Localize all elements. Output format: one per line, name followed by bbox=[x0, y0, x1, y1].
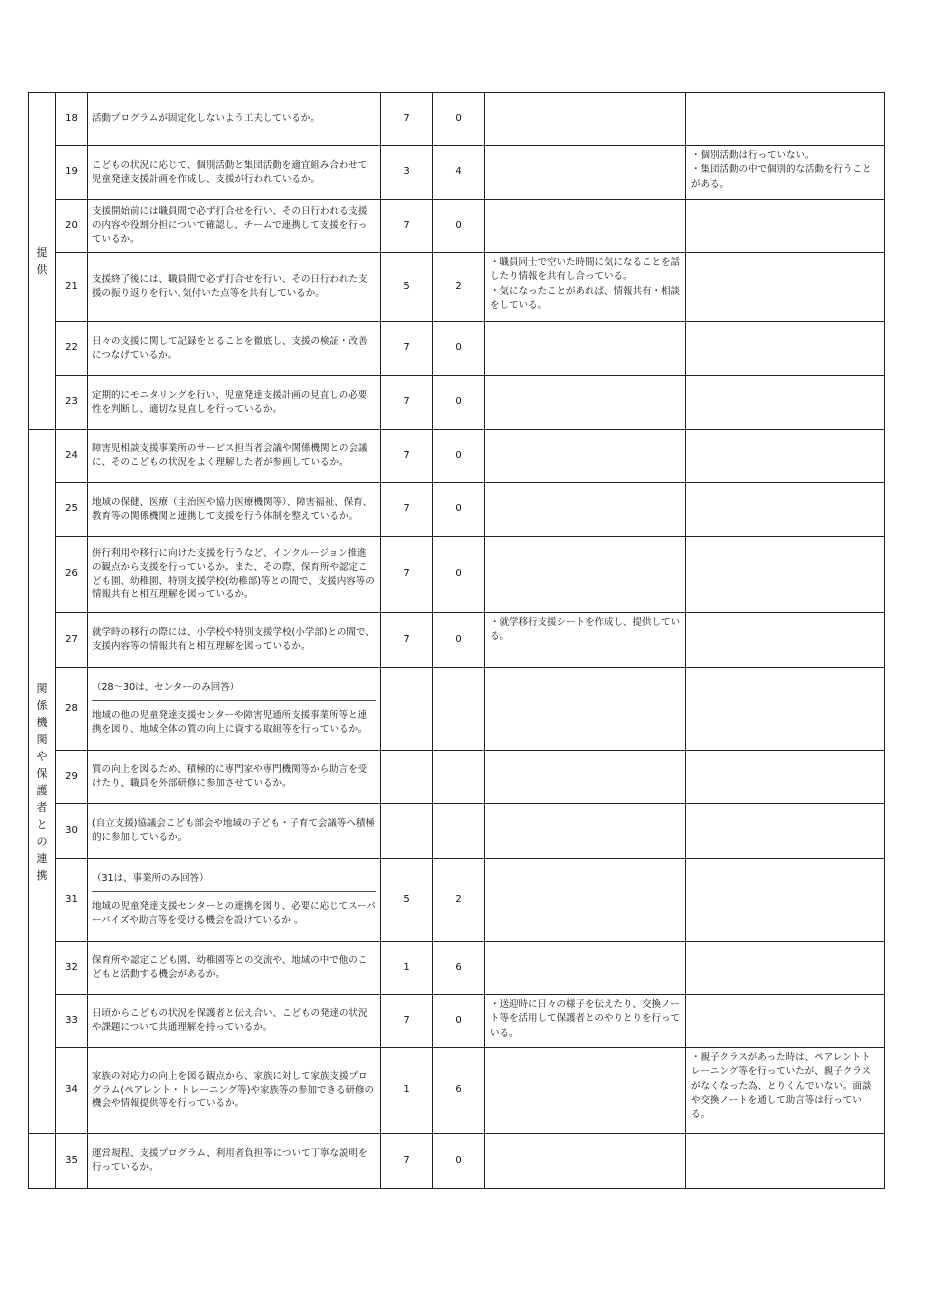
question-cell bbox=[88, 942, 381, 995]
improvement-cell bbox=[686, 93, 885, 146]
item-number: 24 bbox=[56, 430, 88, 483]
improvement-cell bbox=[686, 483, 885, 537]
question-text: 日頃からこどもの状況を保護者と伝え合い、こどもの発達の状況や課題について共通理解を持っているか。 bbox=[92, 1008, 368, 1033]
improvement-cell bbox=[686, 668, 885, 751]
comment-cell bbox=[485, 322, 686, 376]
comment-cell bbox=[485, 668, 686, 751]
question-text: 支援終了後には、職員間で必ず打合せを行い、その日行われた支援の振り返りを行い､気付いた点等を共有しているか。 bbox=[92, 274, 368, 299]
table-row bbox=[29, 751, 885, 804]
table-row bbox=[29, 200, 885, 253]
question-text: 地域の児童発達支援センターとの連携を図り、必要に応じてスーパーバイズや助言等を受ける機会を設けているか 。 bbox=[92, 901, 376, 926]
question-cell bbox=[88, 1134, 381, 1189]
no-count: 0 bbox=[433, 1134, 485, 1189]
comment-cell bbox=[485, 1134, 686, 1189]
no-count bbox=[433, 804, 485, 859]
question-text: 就学時の移行の際には、小学校や特別支援学校(小学部)との間で、支援内容等の情報共有と相互理解を図っているか。 bbox=[92, 627, 375, 652]
yes-count: 7 bbox=[381, 1134, 433, 1189]
item-number: 20 bbox=[56, 200, 88, 253]
question-text: 地域の保健、医療（主治医や協力医療機関等）、障害福祉、保育、教育等の関係機関と連携して支援を行う体制を整えているか。 bbox=[92, 496, 373, 522]
comment-cell: ・職員同士で空いた時間に気になることを話したり情報を共有し合っている。 ・気になったことがあれば、情報共有・相談をしている。 bbox=[485, 253, 686, 322]
yes-count: 5 bbox=[381, 859, 433, 942]
question-text: 日々の支援に関して記録をとることを徹底し、支援の検証・改善につなげているか。 bbox=[92, 335, 368, 361]
table-row bbox=[29, 995, 885, 1048]
improvement-cell bbox=[686, 1134, 885, 1189]
item-number: 19 bbox=[56, 146, 88, 200]
question-cell bbox=[88, 804, 381, 859]
no-count: 2 bbox=[433, 253, 485, 322]
item-number: 34 bbox=[56, 1048, 88, 1134]
comment-cell: ・就学移行支援シートを作成し、提供している。 bbox=[485, 613, 686, 668]
yes-count bbox=[381, 668, 433, 751]
question-cell bbox=[88, 93, 381, 146]
self-evaluation-table bbox=[28, 92, 885, 1189]
improvement-cell bbox=[686, 537, 885, 613]
improvement-cell: ・個別活動は行っていない。 ・集団活動の中で個別的な活動を行うことがある。 bbox=[686, 146, 885, 200]
question-text: 活動プログラムが固定化しないよう工夫しているか。 bbox=[92, 113, 320, 125]
improvement-cell bbox=[686, 859, 885, 942]
question-cell bbox=[88, 613, 381, 668]
comment-cell bbox=[485, 376, 686, 430]
question-text: 地域の他の児童発達支援センターや障害児通所支援事業所等と連携を図り、地域全体の質の向上に資する取組等を行っているか。 bbox=[92, 710, 368, 735]
improvement-cell bbox=[686, 200, 885, 253]
no-count: 0 bbox=[433, 376, 485, 430]
item-number: 23 bbox=[56, 376, 88, 430]
question-cell bbox=[88, 146, 381, 200]
question-text: 定期的にモニタリングを行い、児童発達支援計画の見直しの必要性を判断し、適切な見直しを行っているか。 bbox=[92, 389, 368, 415]
table-row bbox=[29, 668, 885, 751]
table-row bbox=[29, 804, 885, 859]
question-text: 運営規程、支援プログラム、利用者負担等について丁寧な説明を行っているか。 bbox=[92, 1148, 368, 1173]
improvement-cell bbox=[686, 322, 885, 376]
improvement-cell bbox=[686, 430, 885, 483]
yes-count: 7 bbox=[381, 200, 433, 253]
yes-count: 7 bbox=[381, 537, 433, 613]
yes-count: 7 bbox=[381, 322, 433, 376]
question-text: こどもの状況に応じて、個別活動と集団活動を適宜組み合わせて児童発達支援計画を作成し、支援が行われているか。 bbox=[92, 159, 368, 185]
table-row bbox=[29, 483, 885, 537]
answer-scope-note: （28～30は、センターのみ回答） bbox=[92, 681, 376, 701]
yes-count bbox=[381, 751, 433, 804]
answer-scope-note: （31は、事業所のみ回答） bbox=[92, 872, 376, 892]
no-count: 0 bbox=[433, 93, 485, 146]
question-text: 質の向上を図るため、積極的に専門家や専門機関等から助言を受けたり、職員を外部研修に参加させているか。 bbox=[92, 764, 368, 789]
item-number: 25 bbox=[56, 483, 88, 537]
item-number: 35 bbox=[56, 1134, 88, 1189]
question-text: 支援開始前には職員間で必ず打合せを行い、その日行われる支援の内容や役割分担について確認し、チームで連携して支援を行っているか。 bbox=[92, 206, 368, 245]
improvement-cell bbox=[686, 613, 885, 668]
question-cell bbox=[88, 253, 381, 322]
improvement-cell bbox=[686, 751, 885, 804]
yes-count: 7 bbox=[381, 995, 433, 1048]
table-row bbox=[29, 146, 885, 200]
improvement-cell bbox=[686, 253, 885, 322]
yes-count: 1 bbox=[381, 1048, 433, 1134]
yes-count: 7 bbox=[381, 613, 433, 668]
table-row bbox=[29, 376, 885, 430]
comment-cell bbox=[485, 430, 686, 483]
question-cell bbox=[88, 376, 381, 430]
comment-cell bbox=[485, 859, 686, 942]
item-number: 30 bbox=[56, 804, 88, 859]
table-row bbox=[29, 859, 885, 942]
category-cell bbox=[29, 93, 56, 430]
question-text: 保育所や認定こども園、幼稚園等との交流や、地域の中で他のこどもと活動する機会があるか。 bbox=[92, 955, 368, 980]
comment-cell bbox=[485, 942, 686, 995]
comment-cell bbox=[485, 1048, 686, 1134]
no-count: 2 bbox=[433, 859, 485, 942]
question-cell bbox=[88, 483, 381, 537]
no-count: 4 bbox=[433, 146, 485, 200]
item-number: 22 bbox=[56, 322, 88, 376]
category-cell bbox=[29, 430, 56, 1134]
question-text: 家族の対応力の向上を図る観点から、家族に対して家族支援プログラム(ペアレント・トレーニング等)や家族等の参加できる研修の機会や情報提供等を行っているか。 bbox=[92, 1070, 375, 1110]
no-count: 6 bbox=[433, 942, 485, 995]
yes-count: 7 bbox=[381, 93, 433, 146]
no-count: 6 bbox=[433, 1048, 485, 1134]
item-number: 33 bbox=[56, 995, 88, 1048]
question-text: (自立支援)協議会こども部会や地域の子ども・子育て会議等へ積極的に参加しているか。 bbox=[92, 818, 375, 843]
question-cell bbox=[88, 668, 381, 751]
yes-count: 7 bbox=[381, 376, 433, 430]
question-cell bbox=[88, 859, 381, 942]
yes-count: 5 bbox=[381, 253, 433, 322]
table-row bbox=[29, 613, 885, 668]
table-row bbox=[29, 537, 885, 613]
no-count: 0 bbox=[433, 537, 485, 613]
comment-cell: ・送迎時に日々の様子を伝えたり、交換ノート等を活用して保護者とのやりとりを行っている。 bbox=[485, 995, 686, 1048]
table-row bbox=[29, 93, 885, 146]
table-row bbox=[29, 1048, 885, 1134]
no-count: 0 bbox=[433, 430, 485, 483]
item-number: 26 bbox=[56, 537, 88, 613]
comment-cell bbox=[485, 804, 686, 859]
no-count: 0 bbox=[433, 483, 485, 537]
no-count bbox=[433, 751, 485, 804]
table-row bbox=[29, 253, 885, 322]
table-row bbox=[29, 322, 885, 376]
question-cell bbox=[88, 1048, 381, 1134]
question-cell bbox=[88, 430, 381, 483]
yes-count bbox=[381, 804, 433, 859]
yes-count: 7 bbox=[381, 430, 433, 483]
item-number: 32 bbox=[56, 942, 88, 995]
no-count bbox=[433, 668, 485, 751]
comment-cell bbox=[485, 93, 686, 146]
table-row bbox=[29, 942, 885, 995]
comment-cell bbox=[485, 483, 686, 537]
table-row bbox=[29, 430, 885, 483]
question-cell bbox=[88, 322, 381, 376]
comment-cell bbox=[485, 537, 686, 613]
question-cell bbox=[88, 200, 381, 253]
improvement-cell bbox=[686, 942, 885, 995]
yes-count: 7 bbox=[381, 483, 433, 537]
yes-count: 1 bbox=[381, 942, 433, 995]
question-text: 併行利用や移行に向けた支援を行うなど、インクルージョン推進の観点から支援を行っているか。また、その際、保育所や認定こども園、幼稚園、特別支援学校(幼稚部)等との間で、支援内容等の情報共有と相互理解を図っているか。 bbox=[92, 547, 375, 601]
improvement-cell bbox=[686, 376, 885, 430]
improvement-cell bbox=[686, 804, 885, 859]
category-cell bbox=[29, 1134, 56, 1189]
no-count: 0 bbox=[433, 200, 485, 253]
item-number: 21 bbox=[56, 253, 88, 322]
item-number: 29 bbox=[56, 751, 88, 804]
improvement-cell: ・親子クラスがあった時は、ペアレントトレーニング等を行っていたが、親子クラスがなくなった為、とりくんでいない。面談や交換ノートを通して助言等は行っている。 bbox=[686, 1048, 885, 1134]
no-count: 0 bbox=[433, 613, 485, 668]
item-number: 18 bbox=[56, 93, 88, 146]
question-cell bbox=[88, 995, 381, 1048]
question-cell bbox=[88, 537, 381, 613]
item-number: 31 bbox=[56, 859, 88, 942]
question-text: 障害児相談支援事業所のサービス担当者会議や関係機関との会議に、そのこどもの状況をよく理解した者が参画しているか。 bbox=[92, 443, 368, 468]
improvement-cell bbox=[686, 995, 885, 1048]
category-label: 提供 bbox=[36, 246, 48, 276]
item-number: 28 bbox=[56, 668, 88, 751]
table-row bbox=[29, 1134, 885, 1189]
question-cell bbox=[88, 751, 381, 804]
category-label: 関係機関や保護者との連携 bbox=[36, 681, 48, 882]
no-count: 0 bbox=[433, 322, 485, 376]
comment-cell bbox=[485, 751, 686, 804]
comment-cell bbox=[485, 200, 686, 253]
item-number: 27 bbox=[56, 613, 88, 668]
comment-cell bbox=[485, 146, 686, 200]
yes-count: 3 bbox=[381, 146, 433, 200]
no-count: 0 bbox=[433, 995, 485, 1048]
